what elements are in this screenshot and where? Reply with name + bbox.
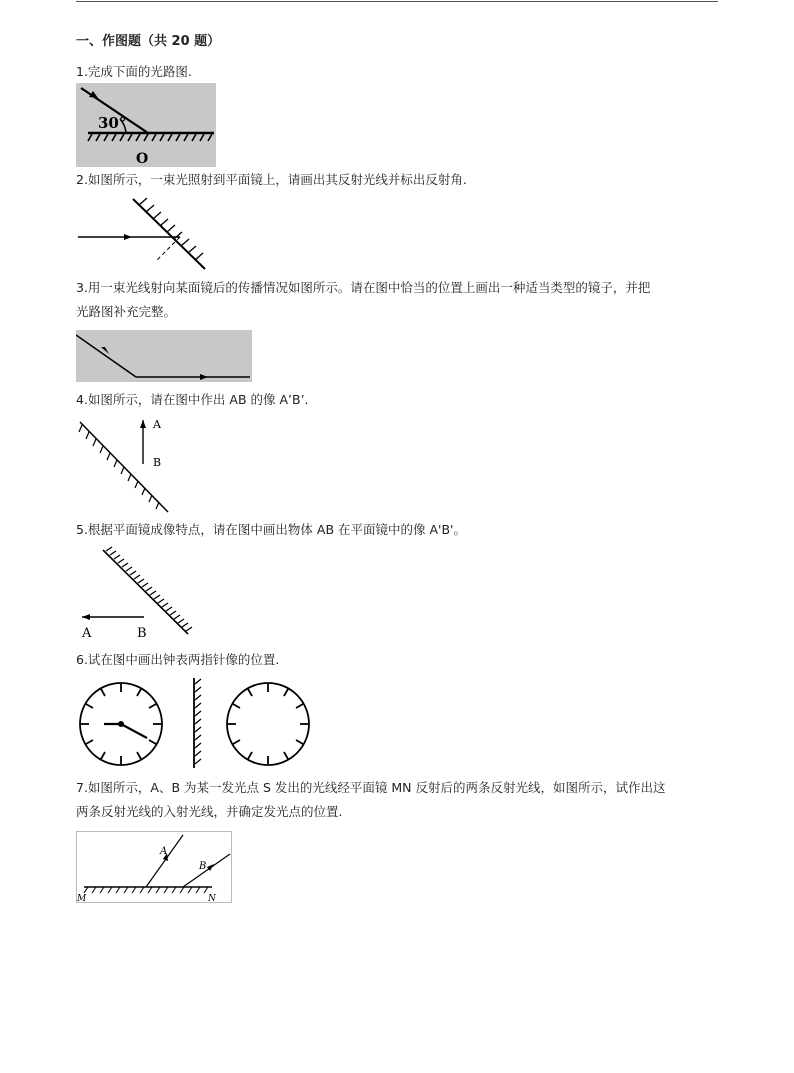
question-4-figure <box>76 416 176 514</box>
question-3-text-line2: 光路图补充完整。 <box>76 304 177 319</box>
question-5-figure <box>76 546 198 642</box>
angle-label: 30° <box>98 114 127 132</box>
question-1-text: 1.完成下面的光路图. <box>76 64 192 79</box>
question-7-text-line1: 7.如图所示，A、B 为某一发光点 S 发出的光线经平面镜 MN 反射后的两条反射光线，如图所示，试作出这 <box>76 780 666 795</box>
question-4-text: 4.如图所示，请在图中作出 AB 的像 A’B’. <box>76 392 309 407</box>
point-a-label: A <box>160 846 168 857</box>
point-b-label: B <box>153 456 162 469</box>
top-divider <box>76 1 718 2</box>
question-6-figure <box>76 676 316 772</box>
point-b-label: B <box>199 861 207 872</box>
right-clock <box>227 683 309 765</box>
point-o-label: O <box>136 151 149 167</box>
point-n-label: N <box>208 894 216 903</box>
question-3-text-line1: 3.用一束光线射向某面镜后的传播情况如图所示。请在图中恰当的位置上画出一种适当类型的镜子，并把 <box>76 280 651 295</box>
question-2-figure <box>76 195 216 273</box>
point-a-label: A <box>153 418 161 431</box>
question-6-text: 6.试在图中画出钟表两指针像的位置. <box>76 652 280 667</box>
question-7-text-line2: 两条反射光线的入射光线，并确定发光点的位置. <box>76 804 343 819</box>
question-7-figure <box>76 831 232 903</box>
question-5-text: 5.根据平面镜成像特点，请在图中画出物体 AB 在平面镜中的像 A'B'。 <box>76 522 466 537</box>
point-m-label: M <box>77 894 87 903</box>
question-3-figure <box>76 330 252 382</box>
plane-mirror <box>194 678 201 768</box>
section-title: 一、作图题（共 20 题） <box>76 34 221 49</box>
question-2-text: 2.如图所示，一束光照射到平面镜上，请画出其反射光线并标出反射角. <box>76 172 467 187</box>
point-b-label: B <box>137 626 147 641</box>
left-clock <box>80 683 162 765</box>
point-a-label: A <box>82 626 92 641</box>
question-1-figure <box>76 83 216 167</box>
